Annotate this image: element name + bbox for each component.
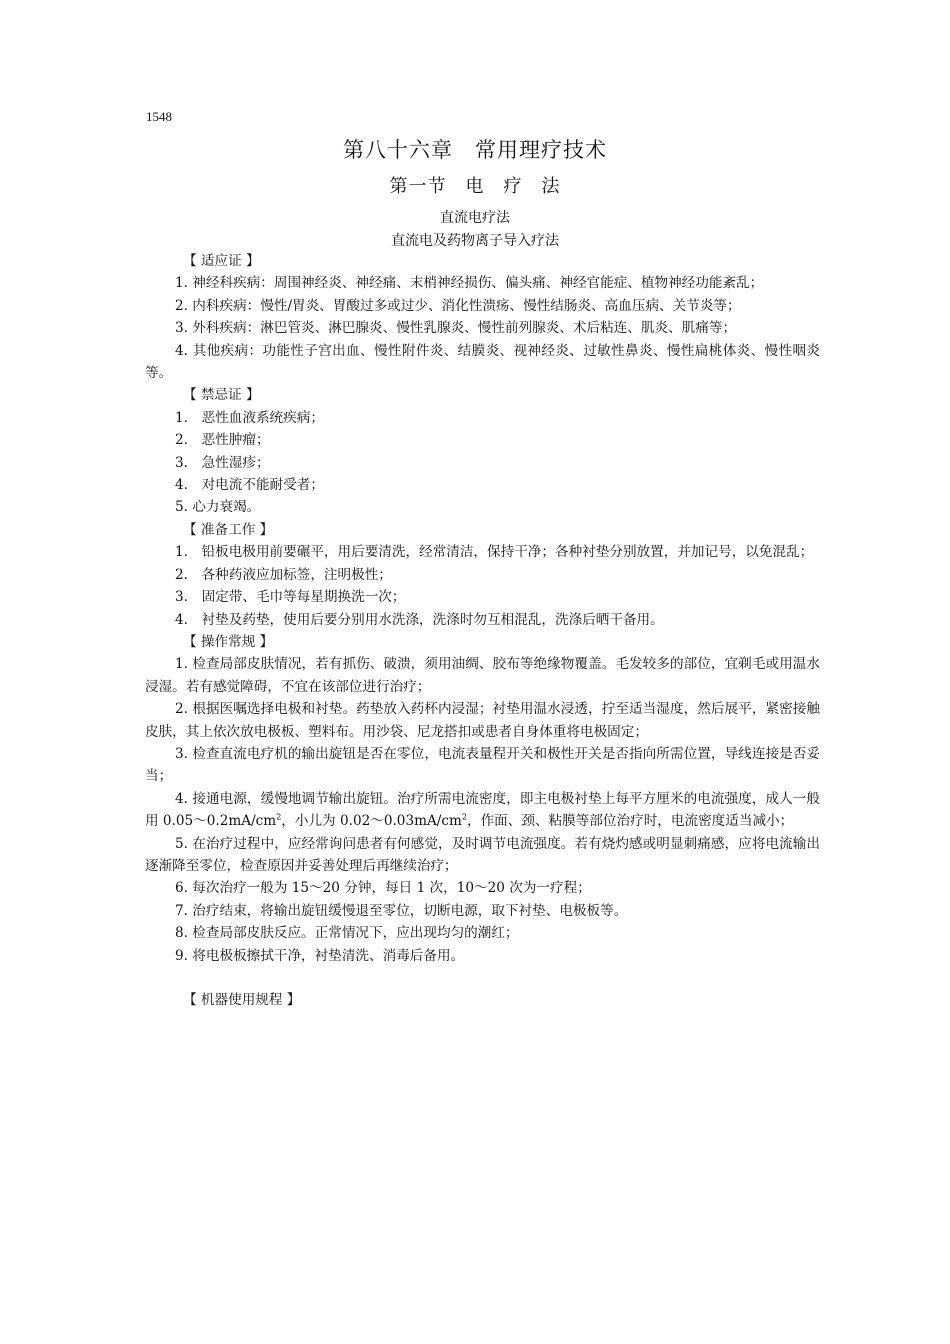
superscript: 2	[276, 812, 282, 822]
list-item: 5. 心力衰竭。	[175, 499, 261, 516]
section-title: 第一节 电 疗 法	[389, 176, 561, 197]
list-item: 8. 检查局部皮肤反应。正常情况下，应出现均匀的潮红；	[175, 925, 519, 942]
list-item: 1. 检查局部皮肤情况，若有抓伤、破溃，须用油绸、胶布等绝缘物覆盖。毛发较多的部位，宜剃毛或用温水浸湿。若有感觉障碍，不宜在该部位进行治疗；	[145, 656, 820, 695]
chapter-title: 第八十六章 常用理疗技术	[343, 138, 607, 162]
heading-procedure: 【 操作常规 】	[183, 633, 274, 650]
heading-preparation: 【 准备工作 】	[183, 521, 274, 538]
superscript: 2	[461, 812, 467, 822]
spacer	[145, 967, 820, 989]
list-item: 2. 根据医嘱选择电极和衬垫。药垫放入药杯内浸湿；衬垫用温水浸透，拧至适当湿度，然后展平，紧密接触皮肤，其上依次放电极板、塑料布。用沙袋、尼龙搭扣或患者自身体重将电极固定；	[145, 701, 820, 740]
list-item: 9. 将电极板擦拭干净，衬垫清洗、消毒后备用。	[175, 947, 465, 964]
heading-machine-rules: 【 机器使用规程 】	[183, 992, 301, 1008]
subtitle-iontophoresis: 直流电及药物离子导入疗法	[391, 233, 559, 249]
current-density-text-2: ，小儿为 0.02～0.03mA/cm	[281, 813, 462, 830]
list-item: 2. 内科疾病：慢性/胃炎、胃酸过多或过少、消化性溃疡、慢性结肠炎、高血压病、关节炎等；	[175, 297, 741, 314]
current-density-text-1: 4. 接通电源，缓慢地调节输出旋钮。治疗所需电流密度，即主电极衬垫上每平方厘米的电流强度，成人一般用 0.05～0.2mA/cm	[145, 790, 820, 830]
page-number: 1548	[146, 109, 172, 124]
list-item: 3. 急性湿疹；	[175, 454, 270, 471]
subtitle-direct-current: 直流电疗法	[440, 210, 510, 226]
heading-contraindications: 【 禁忌证 】	[183, 387, 260, 404]
list-item: 5. 在治疗过程中，应经常询问患者有何感觉，及时调节电流强度。若有烧灼感或明显刺痛感，应将电流输出逐渐降至零位，检查原因并妥善处理后再继续治疗；	[145, 835, 820, 874]
heading-indications: 【 适应证 】	[183, 253, 260, 269]
list-item: 1. 铅板电极用前要碾平，用后要清洗，经常清洁，保持干净；各种衬垫分别放置，并加记号，以免混乱；	[175, 544, 814, 561]
list-item-current-density	[145, 788, 820, 833]
list-item: 6. 每次治疗一般为 15～20 分钟，每日 1 次，10～20 次为一疗程；	[175, 880, 591, 897]
list-item: 7. 治疗结束，将输出旋钮缓慢退至零位，切断电源，取下衬垫、电极板等。	[175, 902, 628, 919]
list-item: 4. 衬垫及药垫，使用后要分别用水洗涤，洗涤时勿互相混乱，洗涤后晒干备用。	[175, 611, 664, 628]
list-item: 3. 检查直流电疗机的输出旋钮是否在零位，电流表量程开关和极性开关是否指向所需位置，导线连接是否妥当；	[145, 745, 820, 785]
list-item: 3. 外科疾病：淋巴管炎、淋巴腺炎、慢性乳腺炎、慢性前列腺炎、术后粘连、肌炎、肌痛等；	[175, 320, 737, 337]
list-item: 1. 神经科疾病：周围神经炎、神经痛、末梢神经损伤、偏头痛、神经官能症、植物神经功能紊乱；	[175, 275, 764, 292]
list-item: 3. 固定带、毛巾等每星期换洗一次；	[175, 589, 406, 606]
list-item: 4. 其他疾病：功能性子宫出血、慢性附件炎、结膜炎、视神经炎、过敏性鼻炎、慢性扁桃体炎、慢性咽炎等。	[145, 342, 820, 382]
list-item: 2. 各种药液应加标签，注明极性；	[175, 566, 392, 583]
list-item: 1. 恶性血液系统疾病；	[175, 409, 324, 426]
current-density-text-3: ，作面、颈、粘膜等部位治疗时，电流密度适当减小；	[467, 813, 794, 830]
document-body	[145, 250, 820, 1011]
list-item: 4. 对电流不能耐受者；	[175, 477, 324, 494]
list-item: 2. 恶性肿瘤；	[175, 432, 270, 449]
